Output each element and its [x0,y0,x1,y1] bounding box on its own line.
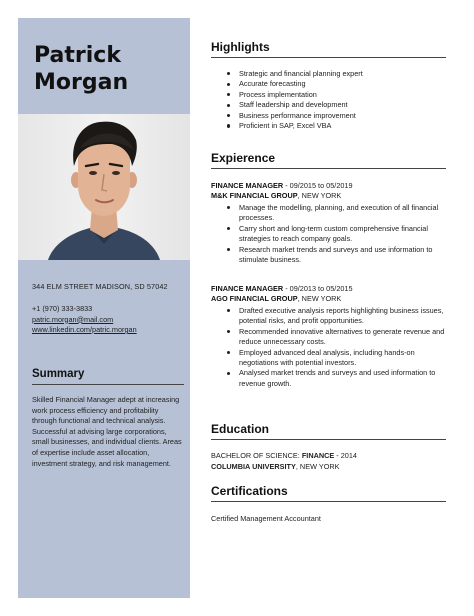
job-2-bullet: Drafted executive analysis reports highlighting business issues, potential risks, and profit opportunities. [211,306,446,327]
address: 344 ELM STREET MADISON, SD 57042 [32,282,168,291]
education-heading: Education [211,422,446,440]
job-2-company: AGO FINANCIAL GROUP [211,294,298,303]
job-2-bullets [211,306,446,389]
job-2-bullet: Recommended innovative alternatives to generate revenue and reduce unnecessary costs. [211,327,446,348]
contact-block [32,304,188,336]
degree-prefix: BACHELOR OF SCIENCE: [211,451,302,460]
job-2-title-line [211,284,446,294]
certifications-heading: Certifications [211,484,446,502]
job-1-title-line [211,181,446,191]
degree-year: - 2014 [334,451,357,460]
job-1-title: FINANCE MANAGER [211,181,284,190]
job-1-dates: - 09/2015 to 05/2019 [283,181,353,190]
degree-line [211,451,446,461]
highlights-list [211,69,446,131]
highlight-item: Accurate forecasting [211,79,446,89]
job-1-bullet: Carry short and long-term custom comprehensive financial strategies to reach company goals. [211,224,446,245]
job-1-company-line [211,191,446,201]
school-name: COLUMBIA UNIVERSITY [211,462,296,471]
job-2-dates: - 09/2013 to 05/2015 [283,284,353,293]
experience-heading: Expierence [211,151,446,169]
website-link[interactable]: www.linkedin.com/patric.morgan [32,325,137,334]
school-location: , NEW YORK [295,462,340,471]
job-2-bullet: Analysed market trends and surveys and used information to revenue growth. [211,368,446,389]
summary-text: Skilled Financial Manager adept at increasing work process efficiency and profitability through functional and technical analysis. Successful at advising large corporations, small businesses, and individual clients. Areas of expertise include asset allocation, investment strategy, and risk management. [32,395,182,468]
profile-photo [18,114,190,260]
portrait-illustration [18,114,190,260]
highlight-item: Strategic and financial planning expert [211,69,446,79]
highlight-item: Staff leadership and development [211,100,446,110]
summary-heading: Summary [32,368,184,385]
certification-item: Certified Management Accountant [211,514,321,523]
phone-number: +1 (970) 333-3833 [32,304,93,313]
job-2-company-line [211,294,446,304]
job-2-location: , NEW YORK [297,294,342,303]
sidebar [18,18,190,598]
job-1-bullet: Research market trends and surveys and use information to stimulate business. [211,245,446,266]
email-link[interactable]: patric.morgan@mail.com [32,314,114,324]
first-name: Patrick [34,43,121,68]
job-1-bullets [211,203,446,265]
job-1-company: M&K FINANCIAL GROUP [211,191,298,200]
job-2-title: FINANCE MANAGER [211,284,284,293]
job-1-bullet: Manage the modelling, planning, and execution of all financial processes. [211,203,446,224]
degree-field: FINANCE [301,451,335,460]
highlight-item: Business performance improvement [211,111,446,121]
job-1-location: , NEW YORK [297,191,342,200]
highlights-heading: Highlights [211,40,446,58]
highlight-item: Process implementation [211,90,446,100]
school-line [211,462,446,472]
job-2-bullet: Employed advanced deal analysis, including hands-on negotiations with potential investors. [211,348,446,369]
highlight-item: Proficient in SAP, Excel VBA [211,121,446,131]
candidate-name [34,42,184,96]
last-name: Morgan [34,70,129,95]
